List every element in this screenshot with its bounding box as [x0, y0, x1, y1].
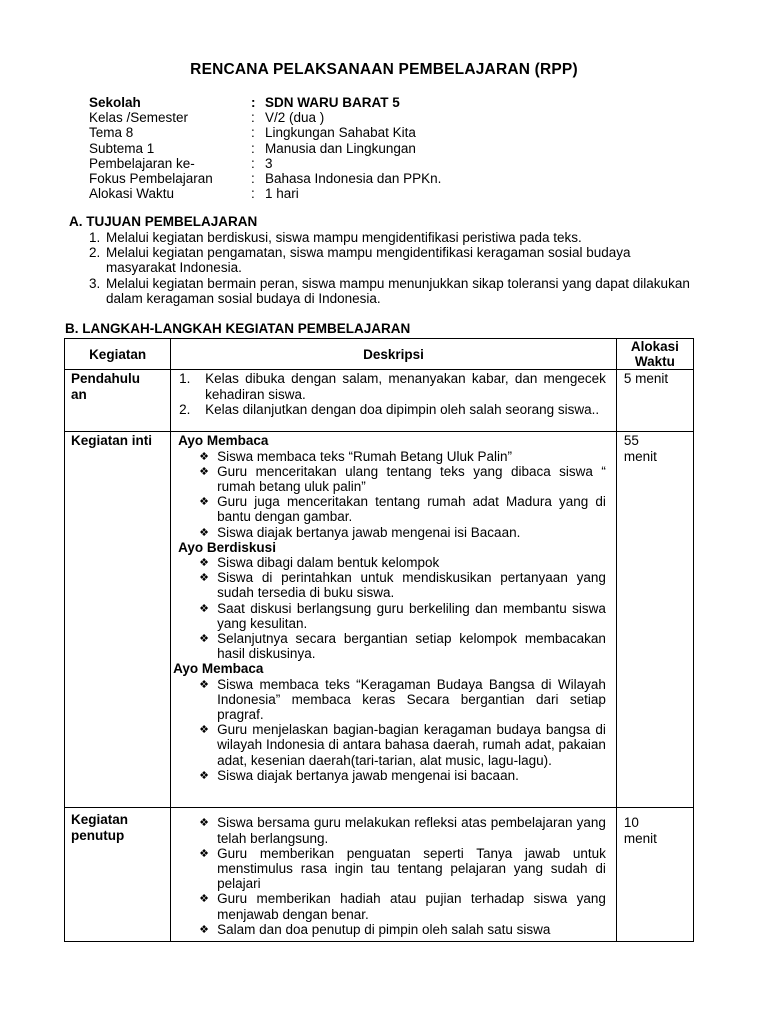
bullet-icon: ❖: [199, 922, 210, 936]
item-text: Saat diskusi berlangsung guru berkeliling dan membantu siswa yang kesulitan.: [217, 600, 606, 631]
bullet-icon: ❖: [199, 495, 210, 509]
list-item: [171, 677, 616, 723]
item-text: Guru juga menceritakan tentang rumah adat Madura yang di bantu dengan gambar.: [217, 494, 606, 525]
list-item: [171, 402, 616, 417]
list-item: [171, 846, 616, 892]
bullet-icon: ❖: [199, 525, 210, 539]
item-text: Guru menceritakan ulang tentang teks yang dibaca siswa “ rumah betang uluk palin”: [217, 463, 606, 495]
info-colon: :: [251, 140, 255, 156]
list-item: [171, 722, 616, 768]
bullet-icon: ❖: [199, 464, 210, 478]
bullet-icon: ❖: [199, 768, 210, 782]
header-alokasi: Alokasi Waktu: [616, 339, 693, 370]
info-label: Subtema 1: [89, 140, 155, 156]
subsection-heading: Ayo Membaca: [178, 433, 269, 449]
item-number: 1.: [179, 371, 191, 387]
item-text: Melalui kegiatan bermain peran, siswa mampu menunjukkan sikap toleransi yang dapat dilakukan dalam keragaman sosial budaya di Indonesia.: [106, 275, 690, 306]
bullet-icon: ❖: [199, 677, 210, 691]
item-text: Kelas dilanjutkan dengan doa dipimpin oleh salah seorang siswa..: [205, 401, 600, 417]
bullet-icon: ❖: [199, 556, 210, 570]
bullet-icon: ❖: [199, 632, 210, 646]
info-block: [89, 95, 441, 201]
item-text: Guru menjelaskan bagian-bagian keragaman budaya bangsa di wilayah Indonesia di antara bahasa daerah, rumah adat, pakaian adat, kesenian daerah(tari-tarian, alat music, lagu-lagu).: [217, 722, 606, 768]
item-text: Melalui kegiatan pengamatan, siswa mampu mengidentifikasi keragaman sosial budaya masyarakat Indonesia.: [106, 245, 631, 276]
item-text: Selanjutnya secara bergantian setiap kelompok membacakan hasil diskusinya.: [217, 631, 606, 662]
row-time: [616, 808, 693, 942]
info-value: 1 hari: [265, 186, 299, 202]
info-colon: :: [251, 125, 255, 141]
list-item: [171, 815, 616, 845]
row-description: [171, 808, 617, 942]
list-item: [89, 276, 695, 306]
row-label-text: Kegiatan penutup: [71, 812, 129, 843]
item-text: Kelas dibuka dengan salam, menanyakan kabar, dan mengecek kehadiran siswa.: [205, 371, 606, 402]
info-row: [89, 95, 441, 110]
info-value: Manusia dan Lingkungan: [265, 140, 416, 156]
subsection-heading: Ayo Membaca: [173, 661, 264, 677]
bullet-icon: ❖: [199, 723, 210, 737]
row-label-text: Pendahuluan: [71, 371, 141, 402]
info-value: Bahasa Indonesia dan PPKn.: [265, 171, 442, 187]
item-text: Siswa membaca teks “Rumah Betang Uluk Palin”: [217, 448, 513, 464]
item-text: Guru memberikan hadiah atau pujian terhadap siswa yang menjawab dengan benar.: [217, 891, 606, 922]
header-kegiatan: Kegiatan: [65, 339, 171, 370]
info-label: Kelas /Semester: [89, 110, 189, 126]
info-label: Pembelajaran ke-: [89, 155, 195, 171]
list-item: [171, 922, 616, 937]
list-item: [171, 631, 616, 661]
info-colon: :: [251, 110, 255, 126]
row-time-text: 55 menit: [623, 433, 657, 464]
info-label: Fokus Pembelajaran: [89, 171, 213, 187]
info-label: Tema 8: [89, 125, 134, 141]
section-b-heading: B. LANGKAH-LANGKAH KEGIATAN PEMBELAJARAN: [65, 321, 411, 336]
info-value: 3: [265, 155, 273, 171]
info-row: [89, 156, 441, 171]
bullet-icon: ❖: [199, 846, 210, 860]
list-item: [171, 464, 616, 494]
bullet-icon: ❖: [199, 449, 210, 463]
info-label: Sekolah: [89, 95, 141, 110]
list-item: [171, 494, 616, 524]
item-number: 3.: [89, 275, 101, 291]
info-row: [89, 141, 441, 156]
list-item: [171, 449, 616, 464]
table-row: [65, 432, 694, 808]
row-time-text: 10 menit: [623, 815, 657, 846]
item-number: 2.: [89, 245, 101, 261]
list-item: [171, 555, 616, 570]
row-time: 5 menit: [616, 370, 693, 432]
info-row: [89, 171, 441, 186]
item-text: Siswa di perintahkan untuk mendiskusikan pertanyaan yang sudah tersedia di buku siswa.: [217, 570, 606, 601]
item-number: 1.: [89, 230, 101, 245]
item-text: Siswa diajak bertanya jawab mengenai isi Bacaan.: [217, 524, 521, 540]
header-deskripsi: Deskripsi: [171, 339, 617, 370]
table-row: [65, 370, 694, 432]
list-item: [171, 371, 616, 401]
info-colon: :: [251, 186, 255, 202]
item-text: Siswa dibagi dalam bentuk kelompok: [217, 555, 440, 571]
info-row: [89, 125, 441, 140]
list-item: [89, 230, 695, 245]
bullet-icon: ❖: [199, 571, 210, 585]
row-description: [171, 432, 617, 808]
row-description: [171, 370, 617, 432]
item-number: 2.: [179, 401, 191, 417]
info-colon: :: [251, 155, 255, 171]
info-row: [89, 110, 441, 125]
item-text: Siswa bersama guru melakukan refleksi atas pembelajaran yang telah berlangsung.: [217, 815, 606, 846]
info-colon: :: [251, 95, 256, 110]
bullet-icon: ❖: [199, 892, 210, 906]
info-value: V/2 (dua ): [265, 110, 325, 126]
row-time: [616, 432, 693, 808]
item-text: Guru memberikan penguatan seperti Tanya jawab untuk menstimulus rasa ingin tau tentang pelajaran yang sudah di pelajari: [217, 845, 606, 892]
activities-table: [64, 338, 694, 942]
row-label: Kegiatan inti: [65, 432, 171, 808]
list-item: [89, 245, 695, 275]
item-text: Salam dan doa penutup di pimpin oleh salah satu siswa: [217, 921, 551, 937]
objectives-list: [89, 230, 695, 306]
item-text: Melalui kegiatan berdiskusi, siswa mampu mengidentifikasi peristiwa pada teks.: [106, 230, 582, 245]
subsection-heading: Ayo Berdiskusi: [178, 539, 276, 555]
table-row: [65, 808, 694, 942]
bullet-icon: ❖: [199, 601, 210, 615]
list-item: [171, 891, 616, 921]
item-text: Siswa diajak bertanya jawab mengenai isi bacaan.: [217, 767, 519, 783]
table-header-row: [65, 339, 694, 370]
info-value: SDN WARU BARAT 5: [265, 95, 400, 110]
row-label: [65, 370, 171, 432]
info-colon: :: [251, 171, 255, 187]
list-item: [171, 525, 616, 540]
list-item: [171, 768, 616, 783]
info-label: Alokasi Waktu: [89, 186, 175, 202]
section-a-heading: A. TUJUAN PEMBELAJARAN: [69, 214, 258, 229]
list-item: [171, 570, 616, 600]
row-label: [65, 808, 171, 942]
info-value: Lingkungan Sahabat Kita: [265, 125, 416, 141]
item-text: Siswa membaca teks “Keragaman Budaya Bangsa di Wilayah Indonesia” membaca keras Secara bergantian dari setiap pragraf.: [217, 676, 606, 723]
bullet-icon: ❖: [199, 816, 210, 830]
document-title: RENCANA PELAKSANAAN PEMBELAJARAN (RPP): [190, 61, 578, 78]
info-row: [89, 186, 441, 201]
list-item: [171, 601, 616, 631]
